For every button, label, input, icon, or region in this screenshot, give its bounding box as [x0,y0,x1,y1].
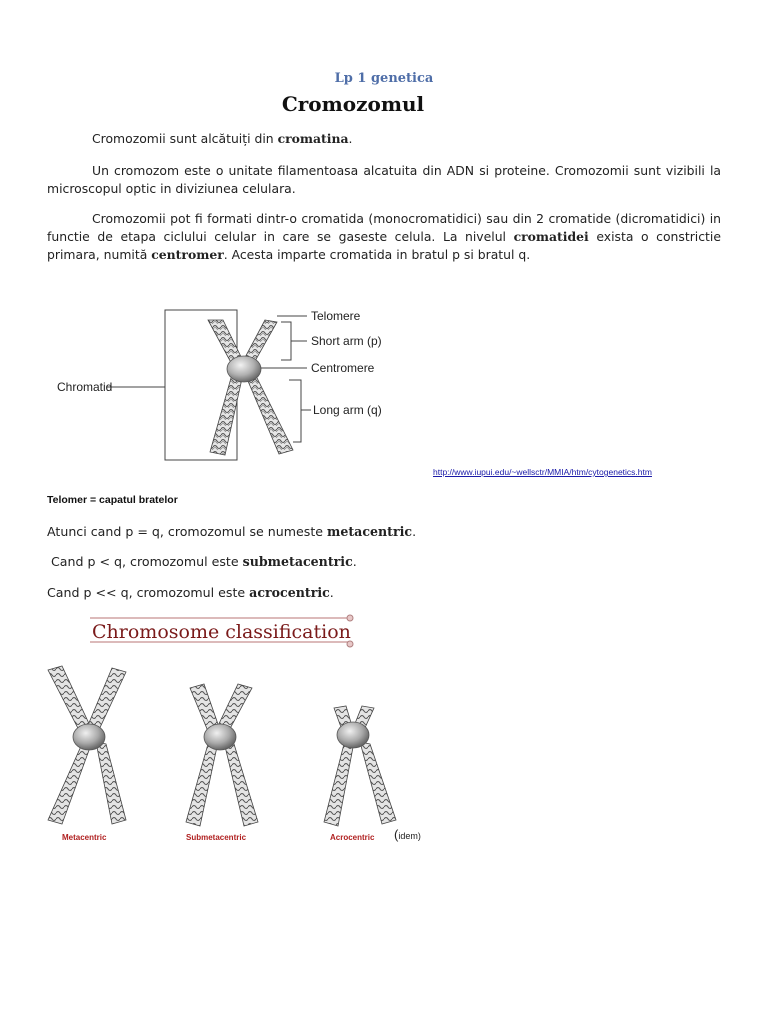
term-cromatina: cromatina [277,131,349,146]
term-submetacentric: submetacentric [242,554,353,569]
acrocentric-line [47,585,334,600]
subtitle: Lp 1 genetica [334,71,434,86]
submetacentric-line [51,554,357,569]
metacentric-end: . [412,524,417,539]
leader-lines [107,316,311,442]
label-telomere: Telomere [311,309,361,323]
source-note-text: idem) [398,831,421,841]
page-title: Cromozomul [281,92,425,116]
metacentric-chromosome [48,666,126,824]
label-centromere: Centromere [311,361,375,375]
label-submetacentric: Submetacentric [186,833,247,842]
term-metacentric: metacentric [327,524,413,539]
metacentric-line [47,524,416,539]
term-cromatidei: cromatidei [513,229,589,244]
telomer-definition: Telomer = capatul bratelor [47,494,178,506]
centromere-shape [227,356,261,382]
paragraph-1 [47,130,721,148]
term-centromer: centromer [151,247,224,262]
label-short-arm: Short arm (p) [311,334,382,348]
label-chromatid: Chromatid [57,380,113,394]
submetacentric-chromosome [186,684,258,826]
paragraph-2: Un cromozom este o unitate filamentoasa alcatuita din ADN si proteine. Cromozomii sunt vizibili la microscopul optic in diviziunea celulara. [47,163,721,196]
chromosome-arms [208,320,293,455]
metacentric-text: Atunci cand p = q, cromozomul se numeste [47,524,328,539]
paragraph-1-text: Cromozomii sunt alcătuiți din [92,131,278,146]
acrocentric-end: . [329,585,334,600]
label-acrocentric: Acrocentric [330,833,375,842]
acrocentric-text: Cand p << q, cromozomul este [47,585,250,600]
label-metacentric: Metacentric [62,833,107,842]
paragraph-3 [47,210,721,264]
submetacentric-end: . [352,554,357,569]
classification-title: Chromosome classification [92,621,351,643]
source-note [394,827,421,842]
submetacentric-text: Cand p < q, cromozomul este [51,554,243,569]
label-long-arm: Long arm (q) [313,403,382,417]
paragraph-3-text-c: . Acesta imparte cromatida in bratul p si bratul q. [223,247,531,262]
source-link[interactable]: http://www.iupui.edu/~wellsctr/MMIA/htm/cytogenetics.htm [433,467,652,477]
chromosome-classification-figure [40,612,400,848]
chromosome-structure-figure [45,300,405,466]
paragraph-3-text-b: exista o constrictie primara, numită [47,229,721,262]
paragraph-1-end: . [348,131,353,146]
source-note-paren: ( [394,827,399,842]
paragraph-3-text-a: Cromozomii pot fi formati dintr-o cromatida (monocromatidici) sau din 2 cromatide (dicromatidici) in functie de etapa ciclului celular in care se gaseste celula. La nivelul [47,211,721,244]
term-acrocentric: acrocentric [249,585,330,600]
acrocentric-chromosome [324,706,396,826]
